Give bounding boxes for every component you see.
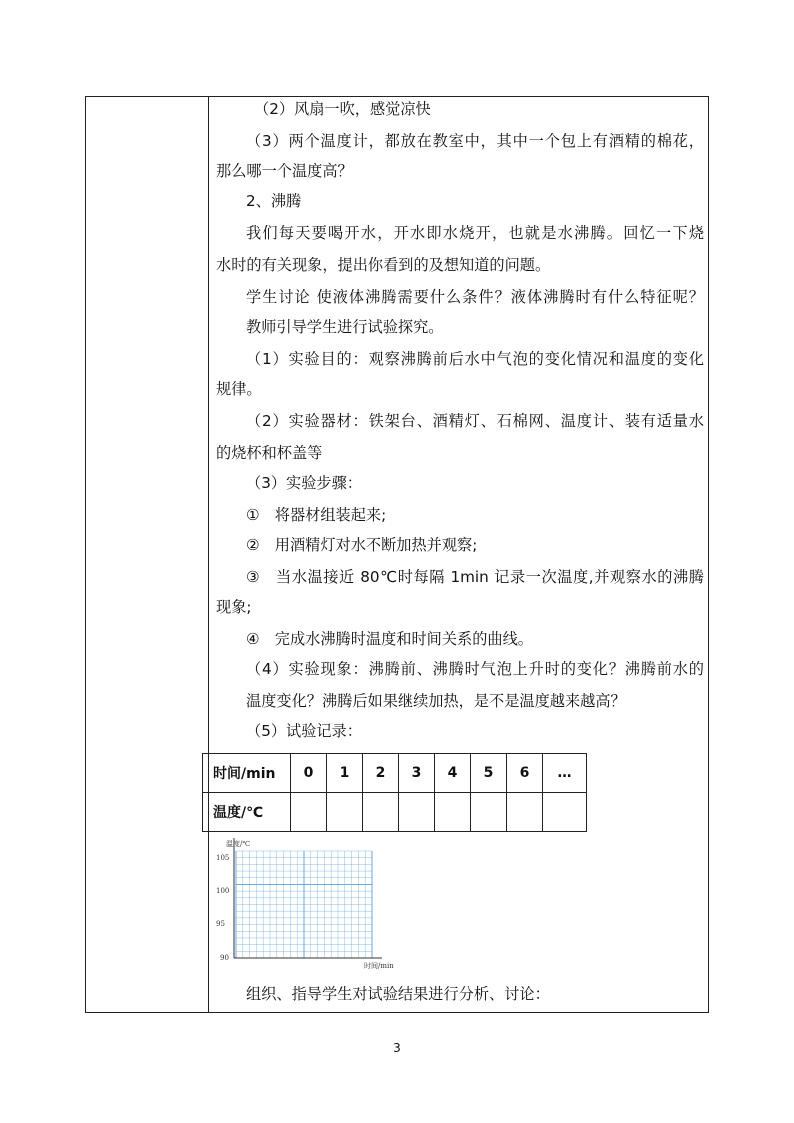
text-line: （3）两个温度计，都放在教室中，其中一个包上有酒精的棉花，	[246, 132, 704, 150]
text-line: （4）实验现象：沸腾前、沸腾时气泡上升时的变化？沸腾前水的	[246, 660, 704, 678]
y-tick-label: 90	[220, 954, 229, 962]
y-tick-label: 105	[216, 854, 230, 862]
text-line: 那么哪一个温度高？	[216, 162, 353, 180]
temperature-time-graph	[212, 838, 412, 974]
record-table	[202, 753, 587, 832]
step-item: ③ 当水温接近 80℃时每隔 1min 记录一次温度,并观察水的沸腾	[246, 568, 704, 586]
y-axis-label: 温度/℃	[226, 840, 251, 848]
text-line: 教师引导学生进行试验探究。	[246, 318, 444, 336]
time-cell: 6	[507, 754, 543, 793]
temperature-cell	[291, 793, 327, 832]
temperature-cell	[399, 793, 435, 832]
text-line: 水时的有关现象，提出你看到的及想知道的问题。	[216, 256, 551, 274]
text-line: （3）实验步骤：	[246, 474, 362, 492]
page-number: 3	[393, 1041, 401, 1055]
table-row	[203, 793, 587, 832]
table-row	[203, 754, 587, 793]
y-tick-label: 100	[216, 887, 230, 895]
time-header: 时间/min	[203, 754, 291, 793]
time-cell: 0	[291, 754, 327, 793]
step-item: ① 将器材组装起来;	[246, 506, 387, 524]
temperature-cell	[471, 793, 507, 832]
temperature-header: 温度/℃	[203, 793, 291, 832]
text-line: （2）实验器材：铁架台、酒精灯、石棉网、温度计、装有适量水	[246, 412, 704, 430]
text-line: 我们每天要喝开水，开水即水烧开，也就是水沸腾。回忆一下烧	[246, 224, 704, 242]
time-cell: …	[543, 754, 587, 793]
text-line: 规律。	[216, 380, 262, 398]
closing-text: 组织、指导学生对试验结果进行分析、讨论：	[246, 985, 550, 1003]
section-heading: 2、沸腾	[246, 192, 302, 210]
x-axis-label: 时间/min	[364, 962, 394, 970]
temperature-cell	[327, 793, 363, 832]
y-tick-label: 95	[216, 920, 225, 928]
text-line: 学生讨论 使液体沸腾需要什么条件？液体沸腾时有什么特征呢？	[246, 288, 704, 306]
temperature-cell	[435, 793, 471, 832]
text-line: （5）试验记录：	[246, 722, 362, 740]
time-cell: 1	[327, 754, 363, 793]
time-cell: 4	[435, 754, 471, 793]
time-cell: 3	[399, 754, 435, 793]
graph-grid	[236, 851, 372, 958]
left-column	[86, 97, 209, 1012]
text-line: （1）实验目的：观察沸腾前后水中气泡的变化情况和温度的变化	[246, 350, 704, 368]
temperature-cell	[507, 793, 543, 832]
text-line: 现象;	[216, 598, 252, 616]
time-cell: 2	[363, 754, 399, 793]
step-item: ② 用酒精灯对水不断加热并观察;	[246, 536, 478, 554]
text-line: 温度变化？沸腾后如果继续加热，是不是温度越来越高？	[246, 692, 626, 710]
temperature-cell	[363, 793, 399, 832]
text-line: 的烧杯和杯盖等	[216, 444, 323, 462]
temperature-cell	[543, 793, 587, 832]
time-cell: 5	[471, 754, 507, 793]
step-item: ④ 完成水沸腾时温度和时间关系的曲线。	[246, 630, 533, 648]
text-line: （2）风扇一吹，感觉凉快	[254, 100, 431, 118]
